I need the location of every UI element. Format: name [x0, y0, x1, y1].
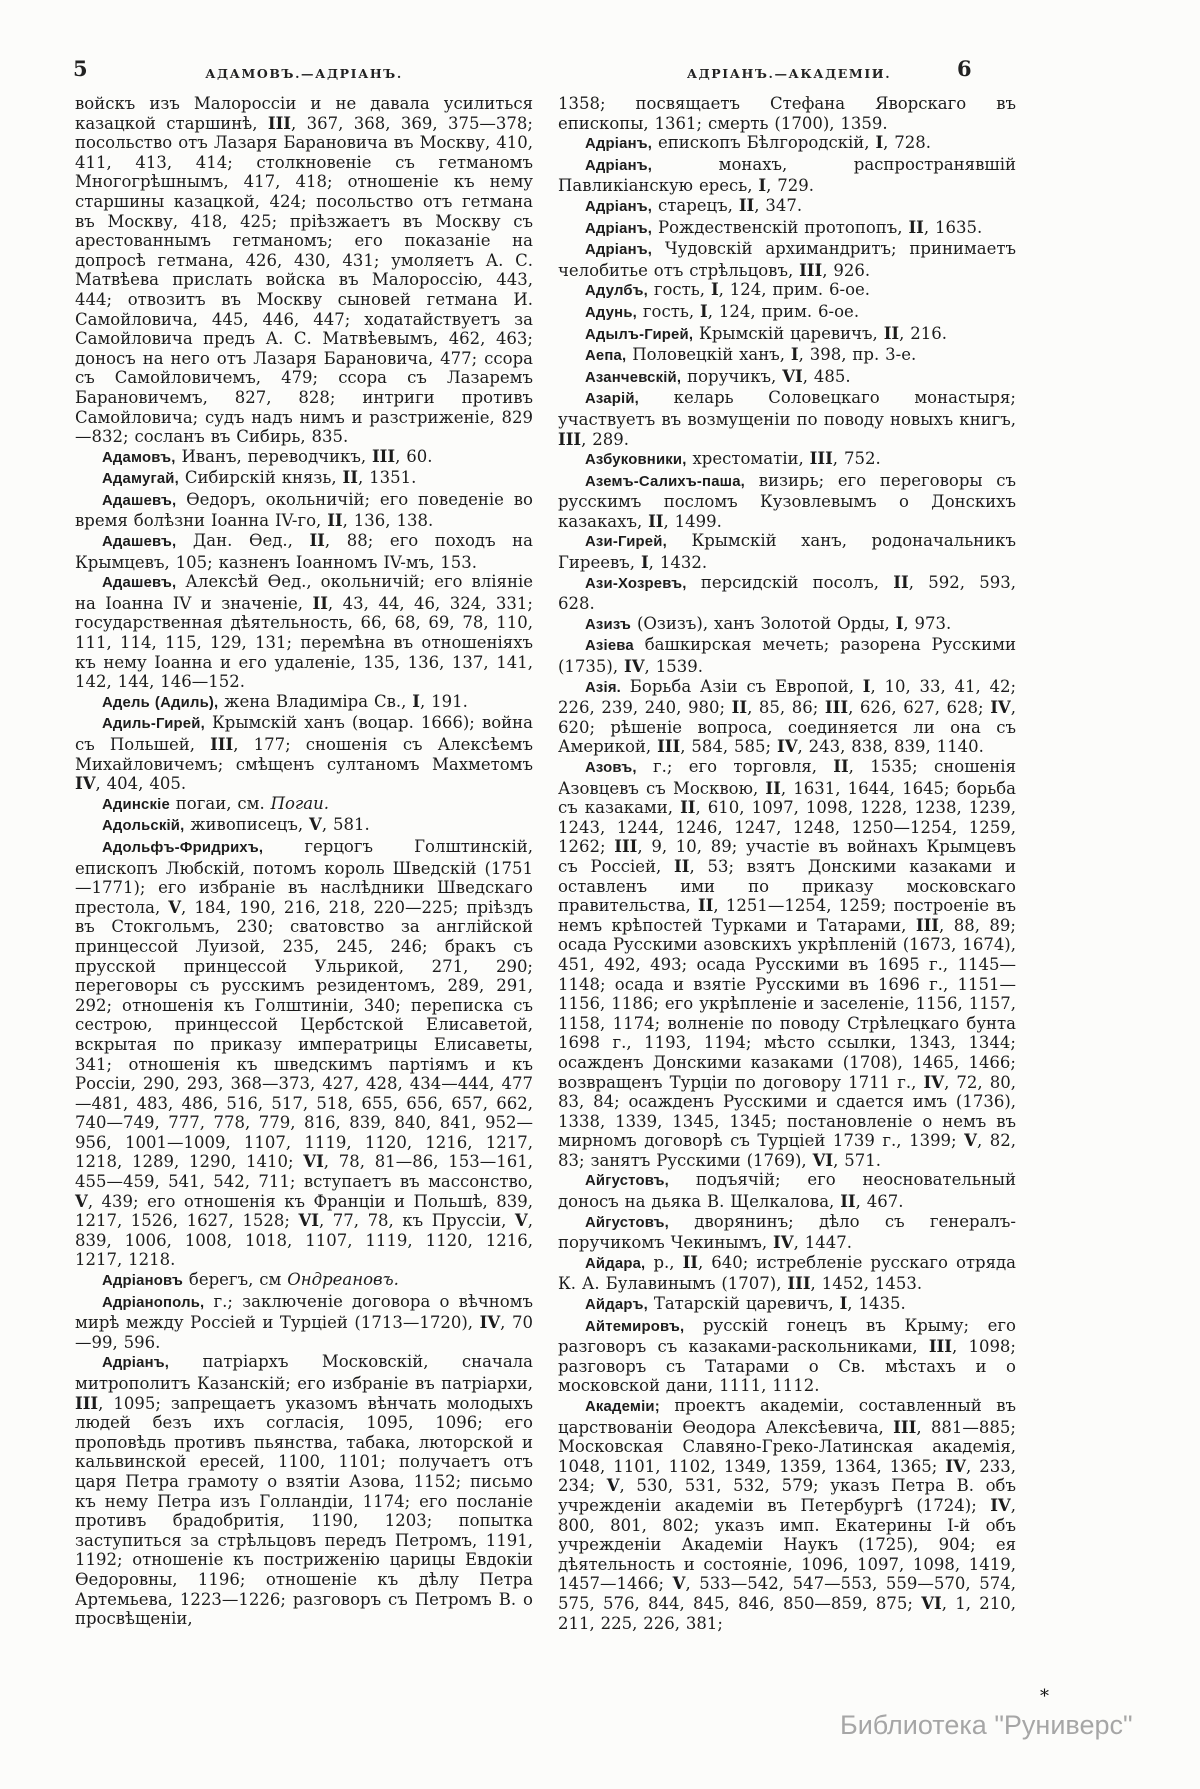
index-entry	[558, 94, 1016, 133]
volume-numeral: V	[75, 1191, 88, 1211]
entry-text: берегъ, см	[183, 1270, 282, 1290]
entry-text: Рождественскій протопопъ, II, 1635.	[652, 217, 983, 237]
entry-headword: Азарій,	[585, 391, 639, 408]
volume-numeral: III	[75, 1393, 99, 1413]
index-entry	[75, 468, 533, 490]
index-entry	[558, 449, 1016, 471]
entry-headword: Азовъ,	[585, 760, 637, 776]
entry-text: погаи, см.	[169, 793, 265, 813]
entry-headword: Аземъ-Салихъ-паша,	[585, 473, 746, 490]
volume-numeral: III	[657, 737, 681, 757]
index-entry	[75, 447, 533, 469]
entry-text: войскъ изъ Малороссіи и не давала усилиться казацкой старшинѣ, III, 367, 368, 369, 375—378; посольство отъ Лазаря Барановича въ Москву, 410, 411, 413, 414; столкновеніе съ гетманомъ Многогрѣшнымъ, 417, 418; отношеніе къ нему старшины казацкой, 424; посольство отъ гетмана въ Москву, 418, 425; пріѣзжаетъ въ Москву съ арестованнымъ гетманомъ; его показаніе на допросѣ гетмана, 426, 430, 431; умоляетъ А. С. Матвѣева прислать войска въ Малороссію, 443, 444; отвозитъ въ Москву сыновей гетмана И. Самойловича, 445, 446, 447; ходатайствуетъ за Самойловича предъ А. С. Матвѣевымъ, 462, 463; доносъ на него отъ Лазаря Барановича, 477; ссора съ Самойловичемъ, 479; ссора съ Лазаремъ Барановичемъ, 827, 828; интриги противъ Самойловича; судъ надъ нимъ и разстриженіе, 829—832; сосланъ въ Сибирь, 835.	[75, 94, 533, 447]
index-entry	[558, 367, 1016, 389]
volume-numeral: V	[309, 815, 322, 835]
entry-headword: Адріанъ,	[585, 220, 653, 237]
index-entry	[558, 345, 1016, 367]
volume-numeral: II	[908, 217, 924, 237]
volume-numeral: V	[606, 1476, 620, 1496]
index-entry	[75, 531, 533, 572]
entry-headword: Академіи;	[585, 1399, 660, 1415]
right-column	[558, 94, 1016, 1633]
index-entry	[558, 302, 1016, 324]
running-head-left: АДАМОВЪ.—АДРІАНЪ.	[205, 66, 403, 81]
index-entry	[75, 794, 533, 816]
entry-text: Иванъ, переводчикъ, III, 60.	[175, 446, 433, 466]
volume-numeral: II	[680, 798, 696, 818]
volume-numeral: III	[928, 1337, 952, 1357]
volume-numeral: VI	[303, 1152, 324, 1172]
index-entry	[558, 573, 1016, 614]
index-entry	[75, 94, 533, 447]
entry-headword: Азанчевскій,	[585, 369, 682, 386]
index-entry	[558, 239, 1016, 280]
entry-headword: Адашевъ,	[102, 575, 177, 592]
entry-text: Борьба Азіи съ Европой, I, 10, 33, 41, 42; 226, 239, 240, 980; II, 85, 86; III, 626, 627, 628; IV, 620; рѣшеніе вопроса, соединяется ли она съ Америкой, III, 584, 585; IV, 243, 838, 839, 1140.	[558, 676, 1017, 757]
volume-numeral: IV	[75, 774, 96, 794]
entry-headword: Адулбъ,	[585, 283, 648, 300]
entry-headword: Азіева	[585, 638, 634, 655]
index-entry	[558, 196, 1016, 218]
left-column	[75, 94, 533, 1629]
volume-numeral: III	[614, 837, 638, 857]
volume-numeral: V	[514, 1211, 528, 1231]
entry-text: Алексѣй Ѳед., окольничій; его вліяніе на Іоанна IV и значеніе, II, 43, 44, 46, 324, 331; государственная дѣятельность, 66, 68, 69, 78, 110, 111, 114, 115, 129, 131; перемѣна въ отношеніяхъ къ нему Іоанна и его удаленіе, 135, 136, 137, 141, 142, 144, 146—152.	[75, 572, 533, 692]
entry-text: г.; заключеніе договора о вѣчномъ мирѣ между Россіей и Турціей (1713—1720), IV, 70—99, 596.	[75, 1291, 533, 1352]
entry-text: келарь Соловецкаго монастыря; участвуетъ въ возмущеніи по поводу новыхъ книгъ, III, 289.	[558, 388, 1016, 449]
entry-text: хрестоматіи, III, 752.	[686, 449, 881, 469]
entry-headword: Адылъ-Гирей,	[585, 326, 694, 343]
entry-headword: Адріанъ,	[585, 242, 653, 259]
entry-text: патріархъ Московскій, сначала митрополитъ Казанскій; его избраніе въ патріархи, III, 1095; запрещаетъ указомъ вѣнчать молодыхъ людей безъ ихъ согласія, 1095, 1096; его проповѣдь противъ пьянства, табака, люторской и кальвинской ересей, 1100, 1101; получаетъ отъ царя Петра грамоту о взятіи Азова, 1152; письмо къ нему Петра изъ Голландіи, 1174; его посланіе противъ брадобритія, 1190, 1203; попытка заступиться за стрѣльцовъ передъ Петромъ, 1191, 1192; отношеніе къ постриженію царицы Евдокіи Ѳедоровны, 1196; отношеніе къ дѣлу Петра Артемьева, 1223—1226; разговоръ съ Петромъ В. о просвѣщеніи,	[75, 1352, 533, 1629]
footnote-asterisk: *	[1040, 1686, 1049, 1707]
volume-numeral: II	[697, 896, 714, 916]
index-entry	[75, 490, 533, 531]
index-entry	[75, 713, 533, 793]
volume-numeral: IV	[990, 698, 1011, 718]
entry-headword: Азія.	[585, 679, 622, 696]
entry-headword: Азизъ	[585, 616, 632, 633]
volume-numeral: II	[833, 757, 849, 776]
index-entry	[558, 757, 1016, 1170]
entry-headword: Адріанъ,	[585, 136, 653, 153]
entry-text: Ѳедоръ, окольничій; его поведеніе во время болѣзни Іоанна IV-го, II, 136, 138.	[75, 489, 533, 531]
volume-numeral: I	[862, 676, 871, 696]
volume-numeral: II	[312, 593, 328, 613]
volume-numeral: I	[412, 691, 421, 711]
entry-text: поручикъ, VI, 485.	[681, 366, 851, 386]
volume-numeral: II	[738, 195, 755, 215]
index-entry	[558, 471, 1016, 532]
entry-headword: Адріановъ	[102, 1273, 183, 1290]
page-number-left: 5	[73, 56, 88, 81]
volume-numeral: II	[765, 778, 781, 798]
entry-headword: Адріанополь,	[102, 1294, 205, 1311]
entry-text: Дан. Ѳед., II, 88; его походъ на Крымцевъ, 105; казненъ Іоанномъ IV-мъ, 153.	[75, 531, 533, 572]
index-entry	[558, 388, 1016, 449]
index-entry	[75, 1270, 533, 1292]
entry-text: визирь; его переговоры съ русскимъ посломъ Кузовлевымъ о Донскихъ казакахъ, II, 1499.	[558, 470, 1016, 531]
volume-numeral: V	[168, 897, 182, 917]
entry-text: г.; его торговля, II, 1535; сношенія Азовцевъ съ Москвою, II, 1631, 1644, 1645; борьба съ казаками, II, 610, 1097, 1098, 1228, 1238, 1239, 1243, 1244, 1246, 1247, 1248, 1250—1254, 1259, 1262; III, 9, 10, 89; участіе въ войнахъ Крымцевъ съ Россіей, II, 53; взятъ Донскими казаками и оставленъ ими по приказу московскаго правительства, II, 1251—1254, 1259; построеніе въ немъ крѣпостей Турками и Татарами, III, 88, 89; осада Русскими азовскихъ укрѣпленій (1673, 1674), 451, 492, 493; осада Русскими въ 1695 г., 1145—1148; осада и взятіе Русскими въ 1696 г., 1151—1156, 1186; его укрѣпленіе и заселеніе, 1156, 1157, 1158, 1174; волненіе по поводу Стрѣлецкаго бунта 1698 г., 1193, 1194; мѣсто ссылки, 1343, 1344; осажденъ Донскими казаками (1708), 1465, 1466; возвращенъ Турціи по договору 1711 г., IV, 72, 80, 83, 84; осажденъ Русскими и сдается имъ (1736), 1338, 1339, 1345, 1345; постановленіе о немъ въ мирномъ договорѣ съ Турціей 1739 г., 1399; V, 82, 83; занятъ Русскими (1769), VI, 571.	[558, 757, 1017, 1170]
volume-numeral: III	[787, 1274, 811, 1294]
volume-numeral: III	[210, 735, 234, 754]
volume-numeral: II	[674, 856, 690, 876]
volume-numeral: III	[824, 698, 849, 718]
index-entry	[75, 1352, 533, 1628]
entry-text: Татарскій царевичъ, I, 1435.	[647, 1294, 906, 1314]
volume-numeral: IV	[776, 737, 798, 757]
page-number-right: 6	[957, 56, 972, 81]
entry-text: проектъ академіи, составленный въ царствованіи Ѳеодора Алексѣевича, III, 881—885; Московская Славяно-Греко-Латинская академія, 1048, 1101, 1102, 1349, 1359, 1364, 1365; IV, 233, 234; V, 530, 531, 532, 579; указъ Петра В. объ учрежденіи академіи въ Петербургѣ (1724); IV, 800, 801, 802; указъ имп. Екатерины I-й объ учрежденіи Академіи Наукъ (1725), 904; ея дѣятельность и состояніе, 1096, 1097, 1098, 1419, 1457—1466; V, 533—542, 547—553, 559—570, 574, 575, 576, 844, 845, 846, 850—859, 875; VI, 1, 210, 211, 225, 226, 381;	[558, 1396, 1016, 1633]
index-entry	[558, 1396, 1016, 1633]
index-entry	[558, 1170, 1016, 1211]
entry-text: Крымскій ханъ (воцар. 1666); война съ Польшей, III, 177; сношенія съ Алексѣемъ Михайловичемъ; смѣщенъ султаномъ Махметомъ IV, 404, 405.	[75, 713, 533, 794]
index-entry	[558, 1253, 1016, 1294]
volume-numeral: II	[883, 323, 900, 343]
entry-text: Чудовскій архимандритъ; принимаетъ челобитье отъ стрѣльцовъ, III, 926.	[558, 239, 1016, 280]
entry-headword: Адинскіе	[102, 796, 170, 813]
cross-reference: Ондреановъ.	[287, 1270, 399, 1290]
entry-headword: Адріанъ,	[585, 157, 653, 174]
running-head-right: АДРІАНЪ.—АКАДЕМІИ.	[686, 66, 892, 81]
index-entry	[75, 692, 533, 714]
volume-numeral: II	[327, 511, 343, 531]
volume-numeral: VI	[921, 1593, 942, 1613]
entry-text: Сибирскій князь, II, 1351.	[178, 468, 417, 488]
volume-numeral: I	[790, 345, 799, 365]
volume-numeral: IV	[479, 1313, 501, 1333]
entry-headword: Адріанъ,	[585, 198, 653, 215]
volume-numeral: II	[309, 531, 325, 551]
entry-text: Крымскій ханъ, родоначальникъ Гиреевъ, I, 1432.	[558, 531, 1016, 573]
entry-text: подъячій; его неосновательный доносъ на дьяка В. Щелкалова, II, 467.	[558, 1170, 1016, 1212]
entry-headword: Айдара,	[585, 1255, 646, 1272]
index-entry	[558, 280, 1016, 302]
entry-headword: Адунь,	[585, 304, 637, 321]
index-entry	[75, 815, 533, 837]
entry-headword: Адамугай,	[102, 471, 179, 488]
volume-numeral: I	[875, 133, 884, 153]
volume-numeral: VI	[812, 1150, 834, 1170]
entry-text: жена Владиміра Св., I, 191.	[218, 691, 468, 711]
entry-headword: Ази-Гирей,	[585, 534, 667, 551]
entry-text: живописецъ, V, 581.	[184, 815, 370, 835]
volume-numeral: III	[371, 446, 396, 466]
entry-text: монахъ, распространявшій Павликіанскую ересь, I, 729.	[558, 154, 1016, 196]
volume-numeral: II	[648, 511, 664, 531]
volume-numeral: IV	[773, 1233, 794, 1253]
entry-headword: Адольфъ-Фридрихъ,	[102, 839, 264, 856]
entry-headword: Аепа,	[585, 348, 627, 365]
volume-numeral: I	[640, 553, 649, 573]
entry-text: гость, I, 124, прим. 6-ое.	[637, 301, 860, 321]
volume-numeral: IV	[990, 1495, 1011, 1515]
volume-numeral: I	[839, 1294, 848, 1314]
entry-headword: Ази-Хозревъ,	[585, 575, 687, 592]
index-entry	[558, 218, 1016, 240]
entry-headword: Адріанъ,	[102, 1355, 170, 1372]
entry-headword: Айтемировъ,	[585, 1318, 685, 1335]
entry-text: (Озизъ), ханъ Золотой Орды, I, 973.	[631, 613, 952, 633]
index-entry	[558, 155, 1016, 196]
volume-numeral: VI	[298, 1211, 319, 1231]
volume-numeral: II	[840, 1192, 856, 1212]
volume-numeral: II	[342, 468, 358, 488]
watermark: Библиотека "Руниверс"	[840, 1710, 1133, 1740]
volume-numeral: II	[893, 572, 909, 592]
entry-headword: Айгустовъ,	[585, 1214, 670, 1231]
entry-headword: Азбуковники,	[585, 452, 687, 469]
entry-headword: Адиль-Гирей,	[102, 716, 205, 733]
index-entry	[558, 531, 1016, 572]
index-entry	[75, 1292, 533, 1353]
volume-numeral: IV	[923, 1072, 945, 1092]
entry-text: р., II, 640; истребленіе русскаго отряда К. А. Булавинымъ (1707), III, 1452, 1453.	[558, 1252, 1016, 1294]
entry-text: Половецкій ханъ, I, 398, пр. 3-е.	[626, 345, 917, 365]
index-entry	[75, 572, 533, 692]
volume-numeral: III	[809, 449, 833, 469]
entry-headword: Адель (Адиль),	[102, 694, 219, 711]
volume-numeral: VI	[782, 366, 803, 386]
entry-headword: Айдаръ,	[585, 1297, 648, 1314]
index-entry	[558, 324, 1016, 346]
entry-text: старецъ, II, 347.	[652, 195, 803, 215]
volume-numeral: I	[758, 176, 767, 196]
entry-headword: Адашевъ,	[102, 492, 177, 509]
entry-headword: Адашевъ,	[102, 534, 177, 551]
volume-numeral: IV	[624, 657, 645, 677]
volume-numeral: III	[915, 915, 940, 935]
volume-numeral: I	[710, 280, 719, 300]
entry-text: дворянинъ; дѣло съ генералъ-поручикомъ Чекинымъ, IV, 1447.	[558, 1211, 1016, 1253]
index-entry	[75, 837, 533, 1270]
index-entry	[558, 1316, 1016, 1396]
entry-headword: Адамовъ,	[102, 449, 176, 466]
entry-text: русскій гонецъ въ Крыму; его разговоръ съ казаками-раскольниками, III, 1098; разговоръ съ Татарами о Св. мѣстахъ и о московской дани, 1111, 1112.	[558, 1315, 1016, 1396]
volume-numeral: II	[731, 698, 748, 718]
entry-text: епископъ Бѣлгородскій, I, 728.	[652, 133, 932, 153]
volume-numeral: I	[700, 301, 708, 321]
entry-text: гость, I, 124, прим. 6-ое.	[647, 280, 871, 300]
entry-text: Крымскій царевичъ, II, 216.	[693, 323, 948, 343]
volume-numeral: V	[964, 1131, 977, 1151]
volume-numeral: III	[799, 260, 823, 280]
volume-numeral: I	[895, 613, 904, 633]
entry-headword: Адольскій,	[102, 818, 185, 835]
entry-headword: Айгустовъ,	[585, 1173, 670, 1190]
entry-text: башкирская мечеть; разорена Русскими (1735), IV, 1539.	[558, 635, 1016, 677]
index-entry	[558, 133, 1016, 155]
volume-numeral: III	[893, 1417, 917, 1437]
index-entry	[558, 1212, 1016, 1253]
volume-numeral: III	[267, 113, 292, 133]
entry-text: персидскій посолъ, II, 592, 593, 628.	[558, 572, 1016, 614]
volume-numeral: V	[672, 1574, 686, 1594]
volume-numeral: II	[682, 1252, 698, 1272]
entry-text: 1358; посвящаетъ Стефана Яворскаго въ епископы, 1361; смерть (1700), 1359.	[558, 94, 1016, 133]
volume-numeral: III	[558, 429, 582, 449]
index-entry	[558, 614, 1016, 636]
index-entry	[558, 1294, 1016, 1316]
entry-text: герцогъ Голштинскій, епископъ Любскій, потомъ король Шведскій (1751—1771); его избраніе въ наслѣдники Шведскаго престола, V, 184, 190, 216, 218, 220—225; пріѣздъ въ Стокгольмъ, 230; сватовство за англійской принцессой Луизой, 235, 245, 246; бракъ съ прусской принцессой Ульрикой, 271, 290; переговоры съ русскимъ резидентомъ, 289, 291, 292; отношенія къ Голштиніи, 340; переписка съ сестрою, принцессой Цербстской Елисаветой, вскрытая по приказу императрицы Елисаветы, 341; отношенія къ шведскимъ партіямъ и къ Россіи, 290, 293, 368—373, 427, 428, 434—444, 477—481, 483, 486, 516, 517, 518, 655, 656, 657, 662, 740—749, 777, 778, 779, 816, 839, 840, 841, 952—956, 1001—1009, 1107, 1119, 1120, 1216, 1217, 1218, 1289, 1290, 1410; VI, 78, 81—86, 153—161, 455—459, 541, 542, 711; вступаетъ въ массонство, V, 439; его отношенія къ Франціи и Польшѣ, 839, 1217, 1526, 1627, 1528; VI, 77, 78, къ Пруссіи, V, 839, 1006, 1008, 1018, 1107, 1119, 1120, 1216, 1217, 1218.	[75, 836, 533, 1270]
index-entry	[558, 677, 1016, 757]
index-entry	[558, 635, 1016, 676]
volume-numeral: IV	[945, 1456, 966, 1476]
cross-reference: Погаи.	[270, 793, 329, 813]
